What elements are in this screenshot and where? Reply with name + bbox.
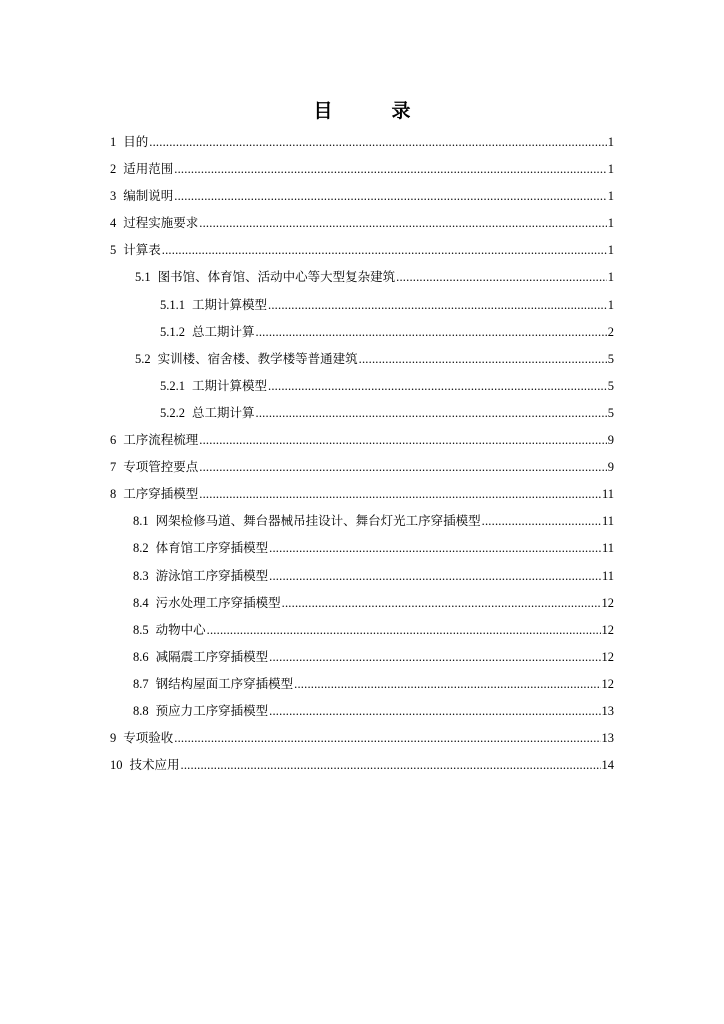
toc-entry-page-number: 5 [607,378,614,393]
toc-entry-number: 8.5 [133,622,149,637]
toc-entry[interactable] [110,399,614,426]
toc-entry-page-number: 1 [607,270,614,285]
toc-entry-number: 4 [110,216,117,231]
toc-entry-page-number: 12 [601,676,614,691]
toc-dot-leader [181,752,601,779]
toc-entry-page-number: 1 [607,135,614,149]
toc-dot-leader [482,508,601,535]
toc-entry[interactable] [110,562,614,589]
toc-dot-leader [199,210,606,237]
toc-entry[interactable] [110,263,614,290]
toc-entry-page-number: 11 [601,514,614,529]
toc-entry-title: 目的 [123,134,149,149]
toc-dot-leader [256,400,607,427]
toc-dot-leader [359,346,607,373]
toc-entry-number: 2 [110,162,117,177]
toc-entry[interactable] [110,426,614,453]
toc-entry-title: 工序穿插模型 [123,486,199,502]
toc-entry-title: 技术应用 [129,757,180,773]
toc-entry[interactable] [110,128,614,155]
toc-entry-title: 工序流程梳理 [123,432,199,448]
toc-entry[interactable] [110,182,614,209]
toc-entry-number: 8.7 [133,676,149,691]
toc-entry[interactable] [110,670,614,697]
toc-entry[interactable] [110,291,614,318]
toc-entry[interactable] [110,697,614,724]
toc-dot-leader [269,563,601,590]
toc-dot-leader [199,454,606,481]
toc-entry-page-number: 11 [601,487,614,502]
toc-entry-page-number: 11 [601,568,614,583]
toc-entry-title: 过程实施要求 [123,215,199,231]
toc-entry-number: 7 [110,460,117,475]
toc-dot-leader [256,319,607,346]
toc-dot-leader [162,237,607,264]
toc-entry[interactable] [110,209,614,236]
toc-entry-number: 1 [110,135,117,149]
toc-entry-title: 适用范围 [123,161,174,177]
toc-entry-page-number: 1 [607,297,614,312]
toc-entry-title: 图书馆、体育馆、活动中心等大型复杂建筑 [157,269,396,285]
toc-entry[interactable] [110,453,614,480]
toc-entry-number: 5.1.2 [160,324,185,339]
toc-entry-title: 专项管控要点 [123,459,199,475]
toc-entry[interactable] [110,480,614,507]
toc-entry-number: 9 [110,731,117,746]
toc-entry-page-number: 9 [607,460,614,475]
toc-dot-leader [174,156,606,183]
toc-entry-title: 钢结构屋面工序穿插模型 [155,675,294,691]
toc-entry-number: 5.2 [135,351,151,366]
toc-entry-number: 5.2.2 [160,405,185,420]
toc-entry[interactable] [110,724,614,751]
toc-entry-page-number: 14 [601,758,614,773]
toc-entry-number: 8.8 [133,703,149,718]
toc-entry-page-number: 1 [607,243,614,258]
toc-entry-page-number: 13 [601,703,614,718]
toc-entry-title: 污水处理工序穿插模型 [155,594,281,610]
toc-entry-page-number: 12 [601,622,614,637]
toc-entry-title: 体育馆工序穿插模型 [155,540,269,556]
toc-entry-title: 编制说明 [123,188,174,204]
toc-entry[interactable] [110,318,614,345]
toc-entry[interactable] [110,643,614,670]
toc-dot-leader [268,373,607,400]
toc-dot-leader [269,535,601,562]
toc-entry-page-number: 5 [607,405,614,420]
toc-dot-leader [268,292,607,319]
toc-entry-page-number: 11 [601,541,614,556]
toc-dot-leader [199,427,606,454]
toc-entry-number: 8.6 [133,649,149,664]
toc-dot-leader [269,644,600,671]
toc-entry[interactable] [110,507,614,534]
toc-entry-title: 总工期计算 [192,323,255,339]
toc-entry-title: 总工期计算 [192,404,255,420]
toc-dot-leader [174,183,606,210]
toc-dot-leader [396,264,607,291]
toc-entry-page-number: 5 [607,351,614,366]
toc-dot-leader [269,698,600,725]
toc-entry-number: 10 [110,758,123,773]
toc-entry-page-number: 13 [601,731,614,746]
toc-entry-title: 减隔震工序穿插模型 [155,648,269,664]
toc-entry-number: 8.3 [133,568,149,583]
toc-entry[interactable] [110,534,614,561]
toc-entry-number: 8.2 [133,541,149,556]
toc-entry-number: 5.2.1 [160,378,185,393]
toc-entry-number: 5.1.1 [160,297,185,312]
toc-entry-number: 8.1 [133,514,149,529]
toc-entry-title: 计算表 [123,242,161,258]
toc-entry[interactable] [110,236,614,263]
toc-entry-number: 3 [110,189,117,204]
toc-entry[interactable] [110,589,614,616]
toc-entry-title: 网架检修马道、舞台器械吊挂设计、舞台灯光工序穿插模型 [155,513,481,529]
toc-entry-number: 5 [110,243,117,258]
toc-entry-page-number: 1 [607,162,614,177]
toc-entry-title: 实训楼、宿舍楼、教学楼等普通建筑 [157,350,358,366]
toc-entry-page-number: 12 [601,649,614,664]
toc-dot-leader [294,671,600,698]
toc-entry-page-number: 2 [607,324,614,339]
toc-entry-number: 6 [110,433,117,448]
toc-entry[interactable] [110,345,614,372]
toc-entry[interactable] [110,372,614,399]
toc-entry-title: 工期计算模型 [192,296,268,312]
toc-entry-number: 5.1 [135,270,151,285]
toc-entry-title: 动物中心 [155,621,206,637]
toc-entry-title: 游泳馆工序穿插模型 [155,567,269,583]
toc-dot-leader [174,725,600,752]
toc-entry[interactable] [110,616,614,643]
page-title: 目 录 [313,100,431,122]
toc-entry-title: 预应力工序穿插模型 [155,702,269,718]
toc-dot-leader [149,129,606,156]
toc-entry-number: 8.4 [133,595,149,610]
toc-dot-leader [199,481,601,508]
toc-entry[interactable] [110,155,614,182]
toc-dot-leader [207,617,601,644]
table-of-contents [110,128,614,778]
toc-entry-page-number: 1 [607,189,614,204]
toc-dot-leader [282,590,601,617]
toc-entry[interactable] [110,751,614,778]
toc-entry-page-number: 12 [601,595,614,610]
toc-entry-page-number: 9 [607,433,614,448]
toc-entry-title: 工期计算模型 [192,377,268,393]
toc-entry-page-number: 1 [607,216,614,231]
toc-entry-title: 专项验收 [123,730,174,746]
toc-entry-number: 8 [110,487,117,502]
